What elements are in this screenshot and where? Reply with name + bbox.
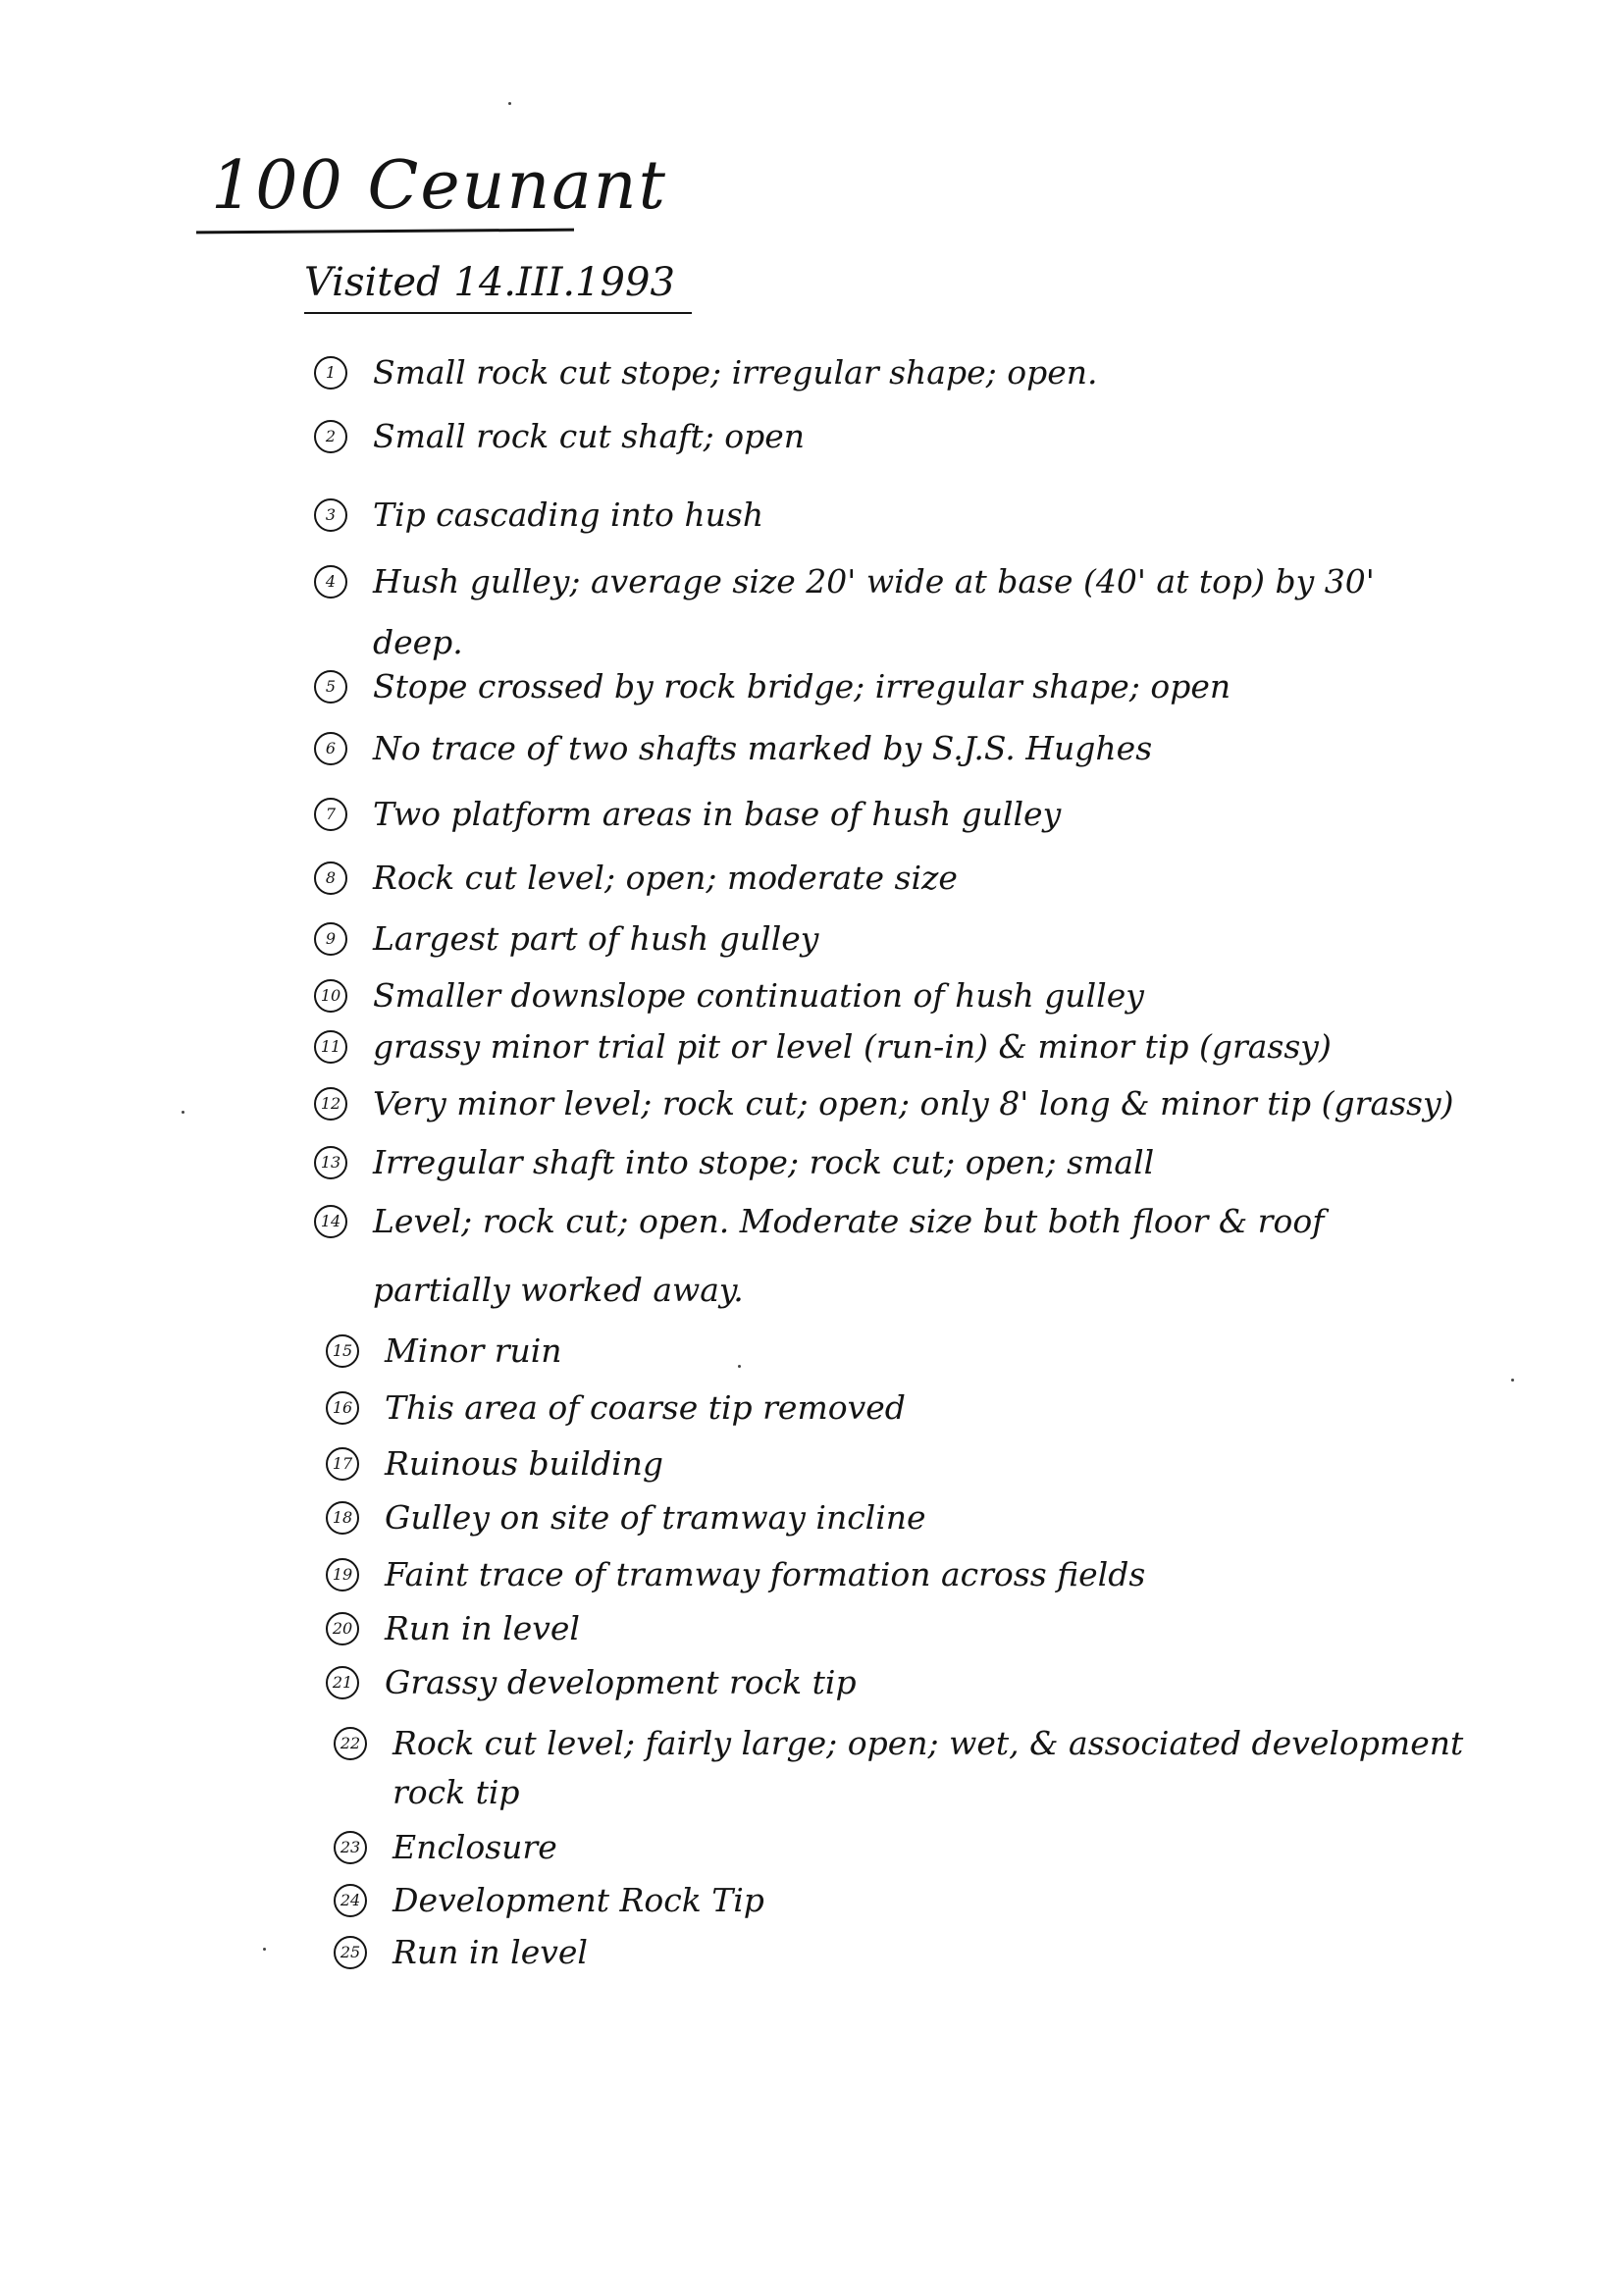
item-text-line: Rock cut level; fairly large; open; wet, & associated development [393,1724,1464,1762]
list-item [314,854,958,903]
list-item [314,412,805,461]
list-item [326,1493,926,1542]
item-text: Ruinous building [385,1444,663,1483]
list-item [326,1658,857,1707]
item-number: 10 [314,979,347,1013]
scan-speck [738,1365,741,1368]
item-text: Faint trace of tramway formation across fields [385,1555,1146,1593]
list-item [314,662,1230,711]
item-text: Rock cut level; open; moderate size [373,859,958,897]
item-number: 17 [326,1447,359,1481]
item-text: Run in level [393,1933,588,1971]
item-number: 19 [326,1558,359,1592]
scan-speck [182,1111,184,1114]
item-number: 6 [314,732,347,765]
list-item [314,790,1061,839]
item-text [393,1719,1463,1817]
list-item [314,971,1144,1020]
item-text: Very minor level; rock cut; open; only 8' long & minor tip (grassy) [373,1084,1454,1122]
item-number: 14 [314,1205,347,1238]
list-item [314,914,818,964]
item-number: 5 [314,670,347,704]
scan-speck [263,1948,266,1951]
item-number: 15 [326,1334,359,1368]
list-item [314,724,1152,773]
item-text [373,557,1375,667]
list-item [334,1876,764,1925]
item-text: Development Rock Tip [393,1881,764,1919]
item-text: This area of coarse tip removed [385,1388,906,1427]
item-text: No trace of two shafts marked by S.J.S. Hughes [373,729,1153,767]
list-item [314,348,1098,397]
item-text: Small rock cut stope; irregular shape; open. [373,353,1098,391]
item-number: 2 [314,420,347,453]
item-text: Minor ruin [385,1331,562,1370]
list-item [326,1550,1145,1599]
item-text: Run in level [385,1609,580,1647]
item-text-line: Hush gulley; average size 20' wide at base (40' at top) by 30' [373,562,1375,600]
list-item [334,1823,557,1872]
item-text-continuation: deep. [373,623,463,661]
item-text [373,1197,1324,1315]
item-text: Tip cascading into hush [373,496,764,534]
item-number: 13 [314,1146,347,1179]
list-item [326,1327,562,1376]
item-number: 11 [314,1030,347,1064]
item-text: Enclosure [393,1828,557,1866]
item-number: 25 [334,1936,367,1969]
item-text: Small rock cut shaft; open [373,417,805,455]
item-text: Largest part of hush gulley [373,919,819,958]
title-underline [196,229,574,235]
item-number: 16 [326,1391,359,1425]
visit-date: Visited 14.III.1993 [304,260,675,305]
item-text: Irregular shaft into stope; rock cut; open; small [373,1143,1155,1181]
list-item [314,1079,1454,1128]
item-number: 12 [314,1087,347,1121]
item-text: Stope crossed by rock bridge; irregular shape; open [373,667,1231,705]
list-item [334,1719,1463,1817]
scan-speck [508,102,511,105]
list-item [314,491,763,540]
visit-date-underline [304,312,692,314]
item-text: Smaller downslope continuation of hush gulley [373,976,1144,1015]
page-title: 100 Ceunant [211,147,667,225]
item-text-continuation: partially worked away. [373,1271,744,1309]
item-number: 8 [314,861,347,895]
item-text: Two platform areas in base of hush gulley [373,795,1062,833]
item-number: 9 [314,922,347,956]
item-number: 4 [314,565,347,599]
list-item [314,557,1375,667]
item-text: Gulley on site of tramway incline [385,1498,926,1537]
item-number: 21 [326,1666,359,1699]
item-number: 20 [326,1612,359,1645]
item-number: 1 [314,356,347,390]
list-item [326,1439,663,1488]
item-number: 7 [314,798,347,831]
item-text: Grassy development rock tip [385,1663,857,1701]
list-item [326,1604,580,1653]
scan-speck [1511,1379,1514,1382]
item-number: 3 [314,498,347,532]
list-item [326,1383,906,1433]
item-number: 24 [334,1884,367,1917]
item-number: 22 [334,1727,367,1760]
item-text-line: Level; rock cut; open. Moderate size but both floor & roof [373,1202,1325,1240]
item-text: grassy minor trial pit or level (run-in) & minor tip (grassy) [373,1027,1332,1066]
list-item [334,1928,588,1977]
item-text-continuation: rock tip [393,1773,520,1811]
item-number: 18 [326,1501,359,1535]
list-item [314,1138,1154,1187]
list-item [314,1022,1332,1071]
list-item [314,1197,1324,1315]
item-number: 23 [334,1831,367,1864]
